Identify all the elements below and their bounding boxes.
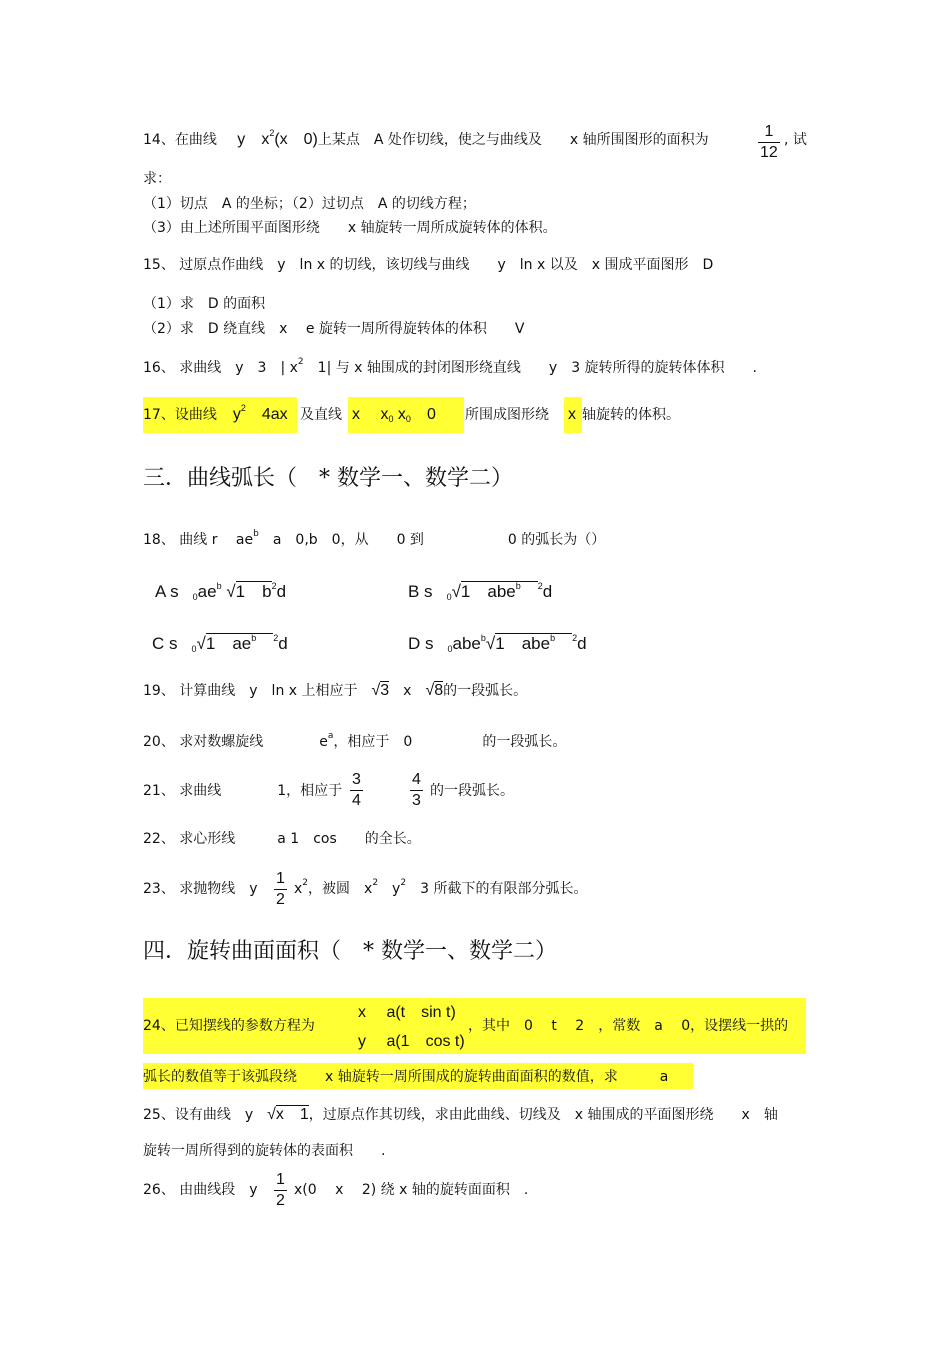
problem-26-frac: $\frac{1}{2}$: [276, 1171, 285, 1209]
problem-21-frac2: $\frac{4}{3}$: [412, 771, 421, 809]
problem-24-line2: 弧长的数值等于该弧段绕 x 轴旋转一周所围成的旋转曲面面积的数值，求 a: [143, 1069, 669, 1085]
problem-19: 19、 计算曲线 y ln x 上相应于 √3 x √8的一段弧长。: [143, 682, 528, 699]
problem-21-text: 21、 求曲线 1，相应于: [143, 783, 343, 799]
problem-26-text: 26、 由曲线段 y: [143, 1182, 258, 1198]
problem-21-frac1: $\frac{3}{4}$: [352, 771, 361, 809]
problem-20: 20、 求对数螺旋线 $e^a$，相应于 0 的一段弧长。: [143, 731, 567, 750]
problem-24-eq2: y a(1 cos t): [358, 1033, 465, 1050]
problem-14-line1: 14、在曲线 y $x^2(x$ 0)上某点 A 处作切线，使之与曲线及 x 轴所围图形的面积为: [143, 128, 709, 148]
problem-17-e: x: [568, 406, 576, 423]
problem-24-eq1: x a(t sin t): [358, 1004, 456, 1021]
problem-22: 22、 求心形线 a 1 cos 的全长。: [143, 831, 421, 847]
problem-14-sub2: （3）由上述所围平面图形绕 x 轴旋转一周所成旋转体的体积。: [143, 220, 557, 236]
option-d: D s $_0$abe$^b$√1 abe$^b$ $^2$d: [408, 633, 587, 654]
problem-17-d: 所围成图形绕: [465, 407, 549, 423]
problem-24-a: 24、已知摆线的参数方程为: [143, 1018, 315, 1034]
problem-24-b: ，其中 0 t 2 ，常数 a 0，设摆线一拱的: [468, 1018, 789, 1034]
problem-25-line1: 25、设有曲线 y √x 1，过原点作其切线，求由此曲线、切线及 x 轴围成的平面图形绕 x 轴: [143, 1106, 778, 1123]
problem-26-tail: x(0 x 2) 绕 x 轴的旋转面面积 .: [294, 1182, 529, 1198]
problem-17-c: x $x_0$ $x_0$ 0: [352, 406, 436, 424]
problem-17-f: 轴旋转的体积。: [582, 407, 680, 423]
problem-15-sub1: （1）求 D 的面积: [143, 296, 266, 312]
problem-17-b: 及直线: [300, 407, 342, 423]
problem-23-frac: $\frac{1}{2}$: [276, 870, 285, 908]
option-b: B s $_0$√1 abe$^b$ $^2$d: [408, 581, 553, 602]
option-a: A s $_0ae^b$ √1 $b^2d$: [155, 581, 287, 602]
problem-23-tail: $x^2$，被圆 $x^2$ $y^2$ 3 所截下的有限部分弧长。: [294, 878, 588, 897]
problem-25-line2: 旋转一周所得到的旋转体的表面积 .: [143, 1143, 386, 1159]
problem-18: 18、 曲线 r $ae^b$ a 0,b 0，从 0 到 0 的弧长为（）: [143, 529, 606, 548]
problem-14-sub1: （1）切点 A 的坐标；（2）过切点 A 的切线方程；: [143, 196, 476, 212]
problem-16: 16、 求曲线 y 3 | $x^2$ 1| 与 x 轴围成的封闭图形绕直线 y 3 旋转所得的旋转体体积 .: [143, 357, 758, 376]
problem-15-sub2: （2）求 D 绕直线 x e 旋转一周所得旋转体的体积 V: [143, 321, 525, 337]
problem-14-line2: 求：: [143, 171, 171, 187]
problem-14-fraction: $\frac{1}{12}$: [760, 123, 778, 161]
problem-21-tail: 的一段弧长。: [430, 783, 514, 799]
problem-23-text: 23、 求抛物线 y: [143, 881, 258, 897]
problem-15-line1: 15、 过原点作曲线 y ln x 的切线，该切线与曲线 y ln x 以及 x 围成平面图形 D: [143, 257, 714, 273]
option-c: C s $_0$√1 $ae^b$ $^2$d: [152, 633, 288, 654]
problem-14-suffix: , 试: [784, 132, 807, 148]
problem-17-a: 17、设曲线 $y^2$ 4ax: [143, 403, 288, 423]
section-3-heading: 三．曲线弧长（ * 数学一、数学二）: [143, 466, 513, 491]
section-4-heading: 四．旋转曲面面积（ * 数学一、数学二）: [143, 939, 557, 964]
